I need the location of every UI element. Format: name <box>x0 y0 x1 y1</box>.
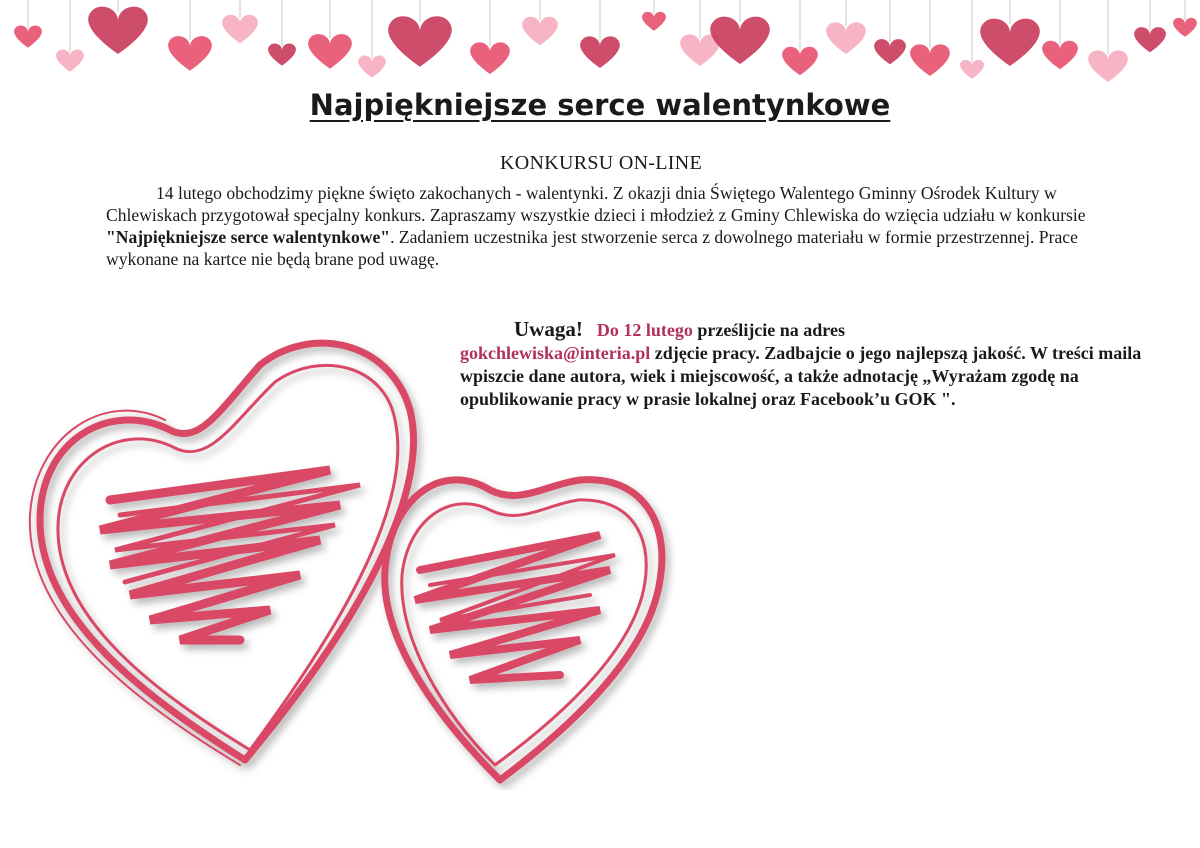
heart-icon <box>522 17 558 45</box>
heart-icon <box>470 42 510 74</box>
heart-icon <box>358 56 386 78</box>
notice-text-end: zdjęcie pracy. Zadbajcie o jego najlepszą jakość. W treści maila wpiszcie dane autora, wiek i miejscowość, a także adnotację „Wyrażam zgodę na opublikowanie pracy w prasie lokalnej oraz Facebook’u GOK ". <box>460 343 1142 409</box>
contest-name: "Najpiękniejsze serce walentynkowe" <box>106 227 391 247</box>
notice-text-start: prześlijcie na adres <box>692 320 845 340</box>
heart-icon <box>782 47 818 75</box>
heart-icon <box>1088 50 1128 82</box>
heart-icon <box>168 36 212 71</box>
heart-icon <box>826 22 866 54</box>
hanging-hearts-decoration-icon <box>0 0 1200 90</box>
heart-icon <box>874 39 906 64</box>
heart-icon <box>1173 18 1197 37</box>
subtitle: KONKURSU ON-LINE <box>500 152 703 174</box>
page-title: Najpiękniejsze serce walentynkowe <box>309 88 891 122</box>
notice-label: Uwaga! <box>514 317 583 341</box>
heart-icon <box>960 60 984 79</box>
heart-icon <box>388 16 452 67</box>
heart-icon <box>222 15 258 43</box>
heart-icon <box>910 44 950 76</box>
heart-icon <box>1042 41 1078 69</box>
heart-icon <box>14 26 42 48</box>
heart-icon <box>980 19 1040 66</box>
intro-text-start: 14 lutego obchodzimy piękne święto zakochanych - walentynki. Z okazji dnia Świętego Walentego Gminny Ośrodek Kultury w Chlewiskach przygotował specjalny konkurs. Zapraszamy wszystkie dzieci i młodzież z Gminy Chlewiska do wzięcia udziału w konkursie <box>106 183 1086 225</box>
intro-paragraph <box>106 182 1106 270</box>
deadline-text: Do 12 lutego <box>596 320 693 340</box>
heart-icon <box>710 17 770 64</box>
heart-icon <box>308 34 352 69</box>
heart-icon <box>56 50 84 72</box>
intro-text-end: . Zadaniem uczestnika jest stworzenie serca z dowolnego materiału w formie przestrzennej. Prace wykonane na kartce nie będą brane pod uwagę. <box>106 227 1078 269</box>
email-address: gokchlewiska@interia.pl <box>460 343 651 363</box>
heart-icon <box>1134 27 1166 52</box>
heart-icon <box>580 36 620 68</box>
heart-icon <box>642 12 666 31</box>
heart-icon <box>88 7 148 54</box>
heart-icon <box>268 44 296 66</box>
two-scribbled-hearts-illustration-icon <box>0 320 700 790</box>
